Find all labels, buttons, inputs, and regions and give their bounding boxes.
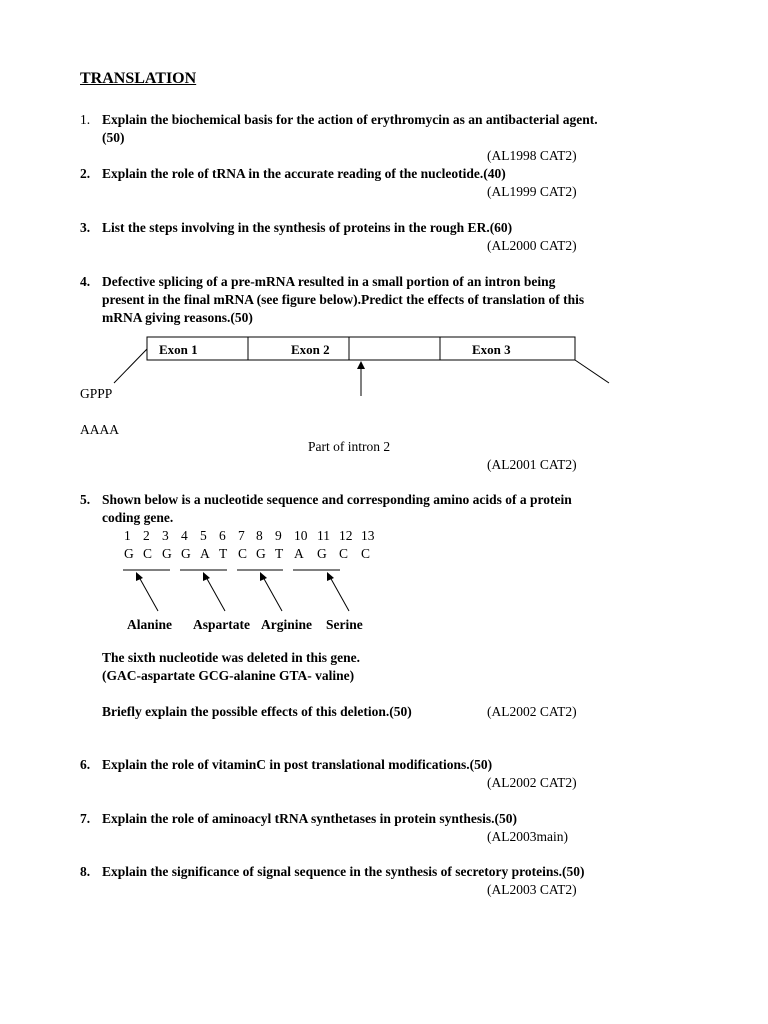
codon-arrow-shaft: [263, 577, 282, 611]
amino-acid-label: Arginine: [261, 617, 313, 632]
nucleotide-position: 3: [162, 528, 169, 543]
nucleotide-position: 4: [181, 528, 188, 543]
nucleotide-base: C: [143, 546, 153, 561]
question-number: 1.: [80, 112, 91, 127]
question-text: Explain the role of tRNA in the accurate reading of the nucleotide.(40): [102, 166, 506, 181]
exam-reference: (AL1998 CAT2): [487, 148, 577, 163]
nucleotide-position: 6: [219, 528, 226, 543]
nucleotide-position: 9: [275, 528, 282, 543]
amino-acid-label: Alanine: [127, 617, 173, 632]
nucleotide-base: T: [219, 546, 228, 561]
question-text: Explain the biochemical basis for the action of erythromycin as an antibacterial agent.: [102, 112, 598, 127]
exon-2-label: Exon 2: [291, 342, 330, 357]
amino-acid-label: Serine: [326, 617, 363, 632]
question-number: 3.: [80, 220, 91, 235]
question-text: present in the final mRNA (see figure below).Predict the effects of translation of this: [102, 292, 585, 307]
codon-arrow-head: [327, 572, 334, 581]
question-number: 8.: [80, 864, 91, 879]
exon-3-label: Exon 3: [472, 342, 511, 357]
nucleotide-base: G: [124, 546, 134, 561]
question-text: Briefly explain the possible effects of this deletion.(50): [102, 704, 412, 719]
question-number: 5.: [80, 492, 91, 507]
question-text: Explain the role of aminoacyl tRNA synthetases in protein synthesis.(50): [102, 811, 518, 826]
question-number: 6.: [80, 757, 91, 772]
nucleotide-position: 7: [238, 528, 245, 543]
nucleotide-position: 12: [339, 528, 353, 543]
nucleotide-base: T: [275, 546, 284, 561]
question-number: 4.: [80, 274, 91, 289]
codon-arrow-head: [136, 572, 143, 581]
nucleotide-base: G: [181, 546, 191, 561]
question-text: Shown below is a nucleotide sequence and corresponding amino acids of a protein: [102, 492, 572, 507]
nucleotide-position: 10: [294, 528, 308, 543]
exam-reference: (AL2003 CAT2): [487, 882, 577, 897]
codon-arrow-head: [260, 572, 267, 581]
page-title: TRANSLATION: [80, 70, 197, 87]
exam-reference: (AL2003main): [487, 829, 568, 844]
exam-reference: (AL2002 CAT2): [487, 704, 577, 719]
nucleotide-base: A: [200, 546, 210, 561]
codon-arrow-head: [203, 572, 210, 581]
exam-reference: (AL1999 CAT2): [487, 184, 577, 199]
exam-reference: (AL2001 CAT2): [487, 457, 577, 472]
nucleotide-base: G: [162, 546, 172, 561]
cap-label: GPPP: [80, 386, 113, 401]
amino-acid-label: Aspartate: [193, 617, 250, 632]
question-text: List the steps involving in the synthesis of proteins in the rough ER.(60): [102, 220, 513, 235]
nucleotide-position: 13: [361, 528, 375, 543]
nucleotide-position: 8: [256, 528, 263, 543]
question-number: 7.: [80, 811, 91, 826]
nucleotide-base: C: [238, 546, 248, 561]
nucleotide-position: 2: [143, 528, 150, 543]
nucleotide-position: 1: [124, 528, 131, 543]
exon-1-label: Exon 1: [159, 342, 198, 357]
codon-arrow-shaft: [139, 577, 158, 611]
nucleotide-base: A: [294, 546, 304, 561]
question-text: Defective splicing of a pre-mRNA resulted in a small portion of an intron being: [102, 274, 556, 289]
codon-arrow-shaft: [206, 577, 225, 611]
exam-reference: (AL2000 CAT2): [487, 238, 577, 253]
question-number: 2.: [80, 166, 91, 181]
nucleotide-base: C: [339, 546, 349, 561]
codon-arrow-shaft: [330, 577, 349, 611]
nucleotide-position: 11: [317, 528, 330, 543]
question-text: coding gene.: [102, 510, 174, 525]
nucleotide-base: C: [361, 546, 371, 561]
codon-note: (GAC-aspartate GCG-alanine GTA- valine): [102, 668, 355, 683]
question-text: mRNA giving reasons.(50): [102, 310, 253, 325]
exam-reference: (AL2002 CAT2): [487, 775, 577, 790]
tail-label: AAAA: [80, 422, 119, 437]
nucleotide-position: 5: [200, 528, 207, 543]
nucleotide-base: G: [317, 546, 327, 561]
question-text: Explain the role of vitaminC in post translational modifications.(50): [102, 757, 493, 772]
question-text: Explain the significance of signal sequence in the synthesis of secretory proteins.(50): [102, 864, 585, 879]
nucleotide-base: G: [256, 546, 266, 561]
deletion-note: The sixth nucleotide was deleted in this gene.: [102, 650, 361, 665]
question-text: (50): [102, 130, 125, 145]
intron-label: Part of intron 2: [308, 439, 391, 454]
